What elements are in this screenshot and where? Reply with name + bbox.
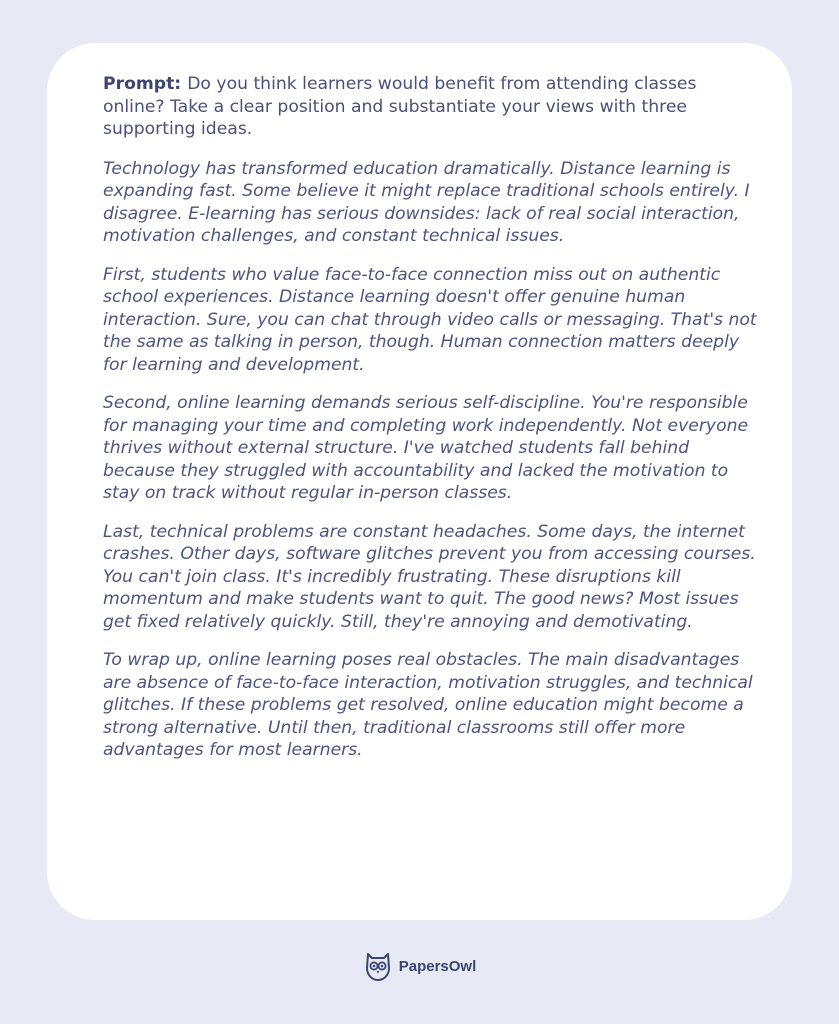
prompt-text: Do you think learners would benefit from attending classes online? Take a clear position and substantiate your views with three supporting ideas. [103,74,697,139]
essay-paragraph-second: Second, online learning demands serious self-discipline. You're responsible for managing your time and completing work independently. Not everyone thrives without external structure. I've watched students fall behind because they struggled with accountability and lacked the motivation to stay on track without regular in-person classes. [103,393,749,503]
essay-paragraph-intro: Technology has transformed education dramatically. Distance learning is expanding fast. Some believe it might replace traditional schools entirely. I disagree. E-learning has serious downsides: lack of real social interaction, motivation challenges, and constant technical issues. [103,158,750,246]
essay-paragraph-conclusion: To wrap up, online learning poses real obstacles. The main disadvantages are absence of face-to-face interaction, motivation struggles, and technical glitches. If these problems get resolved, online education might become a strong alternative. Until then, traditional classrooms still offer more advantages for most learners. [103,650,753,760]
essay-card [47,43,792,920]
prompt-label: Prompt: [103,74,182,94]
brand-name: PapersOwl [398,957,477,975]
essay-paragraph-first: First, students who value face-to-face connection miss out on authentic school experiences. Distance learning doesn't offer genuine human interaction. Sure, you can chat through video calls or messaging. That's not the same as talking in person, though. Human connection matters deeply for learning and development. [103,264,757,375]
brand-footer [0,950,839,982]
essay-prompt [103,73,760,141]
owl-logo-icon [363,950,393,982]
essay-paragraph-third: Last, technical problems are constant headaches. Some days, the internet crashes. Other days, software glitches prevent you from accessing courses. You can't join class. It's incredibly frustrating. These disruptions kill momentum and make students want to quit. The good news? Most issues get fixed relatively quickly. Still, they're annoying and demotivating. [103,521,756,632]
